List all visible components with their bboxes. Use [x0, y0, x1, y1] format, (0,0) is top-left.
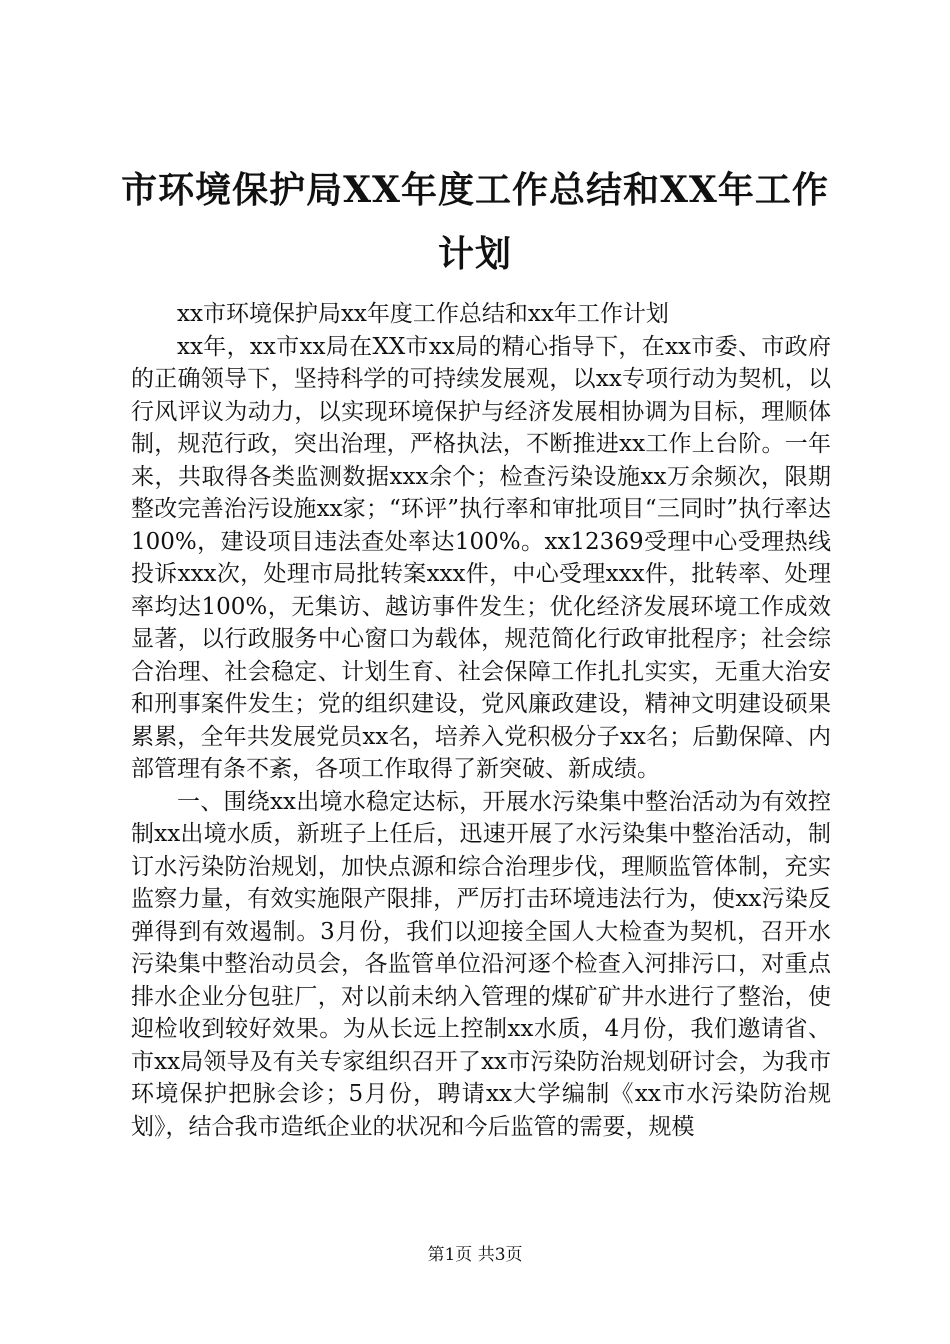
body-paragraph: xx年，xx市xx局在XX市xx局的精心指导下，在xx市委、市政府的正确领导下，坚持科学的可持续发展观，以xx专项行动为契机，以行风评议为动力，以实现环境保护与经济发展相协调为目标，理顺体制，规范行政，突出治理，严格执法，不断推进xx工作上台阶。一年来，共取得各类监测数据xxx余个；检查污染设施xx万余频次，限期整改完善治污设施xx家；“环评”执行率和审批项目“三同时”执行率达100%，建设项目违法查处率达100%。xx12369受理中心受理热线投诉xxx次，处理市局批转案xxx件，中心受理xxx件，批转率、处理率均达100%，无集访、越访事件发生；优化经济发展环境工作成效显著，以行政服务中心窗口为载体，规范简化行政审批程序；社会综合治理、社会稳定、计划生育、社会保障工作扎扎实实，无重大治安和刑事案件发生；党的组织建设，党风廉政建设，精神文明建设硕果累累，全年共发展党员xx名，培养入党积极分子xx名；后勤保障、内部管理有条不紊，各项工作取得了新突破、新成绩。 [131, 333, 831, 782]
body-paragraph: 一、围绕xx出境水稳定达标，开展水污染集中整治活动为有效控制xx出境水质，新班子上任后，迅速开展了水污染集中整治活动，制订水污染防治规划，加快点源和综合治理步伐，理顺监管体制，充实监察力量，有效实施限产限排，严厉打击环境违法行为，使xx污染反弹得到有效遏制。3月份，我们以迎接全国人大检查为契机，召开水污染集中整治动员会，各监管单位沿河逐个检查入河排污口，对重点排水企业分包驻厂，对以前未纳入管理的煤矿矿井水进行了整治，使迎检收到较好效果。为从长远上控制xx水质，4月份，我们邀请省、市xx局领导及有关专家组织召开了xx市污染防治规划研讨会，为我市环境保护把脉会诊；5月份，聘请xx大学编制《xx市水污染防治规划》，结合我市造纸企业的状况和今后监管的需要，规模 [131, 788, 831, 1140]
subtitle-line: xx市环境保护局xx年度工作总结和xx年工作计划 [177, 301, 669, 327]
document-body [131, 298, 831, 1143]
document-title: 市环境保护局XX年度工作总结和XX年工作计划 [121, 169, 829, 275]
page-number-footer: 第1页 共3页 [427, 1245, 523, 1265]
